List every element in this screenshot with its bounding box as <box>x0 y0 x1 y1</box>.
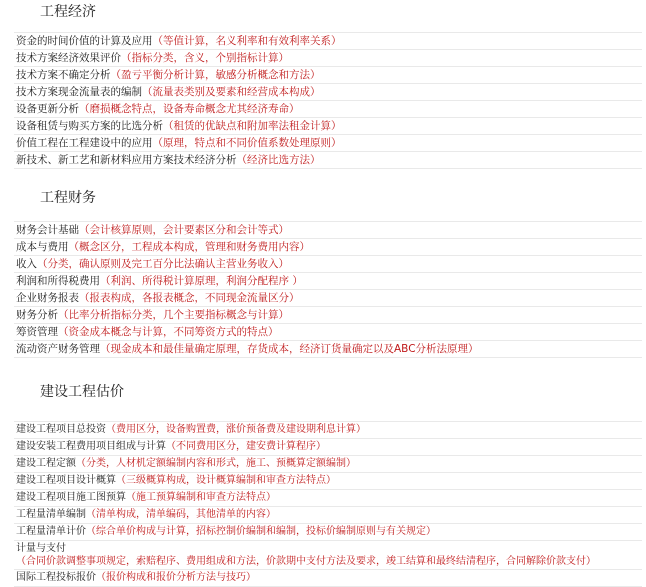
list-item <box>14 32 642 50</box>
list-item <box>14 570 642 587</box>
list-item <box>14 290 642 307</box>
item-label: 收入 <box>16 258 37 270</box>
engineering-economics-list <box>14 32 642 169</box>
list-item <box>14 456 642 473</box>
item-detail: （盈亏平衡分析计算，敏感分析概念和方法） <box>110 69 321 81</box>
item-detail: （清单构成，清单编码，其他清单的内容） <box>86 509 276 520</box>
list-item <box>14 67 642 84</box>
item-label: 流动资产财务管理 <box>16 343 100 355</box>
list-item <box>14 541 642 570</box>
item-label: 国际工程投标报价 <box>16 572 96 583</box>
item-detail: （综合单价构成与计算，招标控制价编制和编制，投标价编制原则与有关规定） <box>86 526 436 537</box>
list-item <box>14 307 642 324</box>
item-detail: （施工预算编制和审查方法特点） <box>126 492 276 503</box>
item-label: 技术方案不确定分析 <box>16 69 111 81</box>
item-label: 资金的时间价值的计算及应用 <box>16 35 153 47</box>
item-detail: （等值计算，名义利率和有效利率关系） <box>152 35 342 47</box>
list-item <box>14 273 642 290</box>
item-label: 建设工程项目施工图预算 <box>16 492 126 503</box>
item-detail: （报价构成和报价分析方法与技巧） <box>96 572 256 583</box>
item-label: 设备更新分析 <box>16 103 79 115</box>
item-detail: （合同价款调整事项规定，索赔程序、费用组成和方法，价款期中支付方法及要求，竣工结算和最终结清程序，合同解除价款支付） <box>16 556 596 567</box>
item-detail: （比率分析指标分类，几个主要指标概念与计算） <box>58 309 289 321</box>
list-item <box>14 490 642 507</box>
list-item <box>14 239 642 256</box>
item-label: 工程量清单计价 <box>16 526 86 537</box>
list-item <box>14 256 642 273</box>
item-label: 财务会计基础 <box>16 224 79 236</box>
item-label: 建设工程项目设计概算 <box>16 475 116 486</box>
item-detail: （概念区分，工程成本构成，管理和财务费用内容） <box>68 241 310 253</box>
list-item <box>14 152 642 169</box>
list-item <box>14 101 642 118</box>
item-detail: （费用区分，设备购置费，涨价预备费及建设期利息计算） <box>106 424 366 435</box>
list-item <box>14 221 642 239</box>
item-detail: （报表构成，各报表概念，不同现金流量区分） <box>79 292 300 304</box>
list-item <box>14 507 642 524</box>
item-detail: （分类，人材机定额编制内容和形式，施工、预概算定额编制） <box>76 458 356 469</box>
item-label: 技术方案经济效果评价 <box>16 52 121 64</box>
item-label: 设备租赁与购买方案的比选分析 <box>16 120 163 132</box>
item-detail: （资金成本概念与计算，不同筹资方式的特点） <box>58 326 279 338</box>
section-title-construction-cost-estimation: 建设工程估价 <box>40 384 124 400</box>
item-detail: （现金成本和最佳量确定原理，存货成本，经济订货量确定以及ABC分析法原理） <box>100 343 479 355</box>
section-title-engineering-finance: 工程财务 <box>40 190 96 206</box>
list-item <box>14 324 642 341</box>
item-label: 建设工程项目总投资 <box>16 424 106 435</box>
section-title-engineering-economics: 工程经济 <box>40 4 96 20</box>
list-item <box>14 341 642 358</box>
list-item <box>14 473 642 490</box>
list-item <box>14 421 642 439</box>
list-item <box>14 135 642 152</box>
construction-cost-estimation-list <box>14 421 642 587</box>
item-label: 建设安装工程费用项目组成与计算 <box>16 441 166 452</box>
item-detail: （不同费用区分，建安费计算程序） <box>166 441 326 452</box>
item-detail: （分类，确认原则及完工百分比法确认主营业务收入） <box>37 258 289 270</box>
engineering-finance-list <box>14 221 642 358</box>
item-detail: （经济比选方法） <box>236 154 321 166</box>
item-detail: （利润、所得税计算原理，利润分配程序 ） <box>100 275 303 287</box>
item-label: 成本与费用 <box>16 241 69 253</box>
list-item <box>14 50 642 67</box>
item-detail: （三级概算构成，设计概算编制和审查方法特点） <box>116 475 336 486</box>
item-detail: （会计核算原则，会计要素区分和会计等式） <box>79 224 289 236</box>
item-label: 工程量清单编制 <box>16 509 86 520</box>
item-label: 新技术、新工艺和新材料应用方案技术经济分析 <box>16 154 237 166</box>
item-label: 计量与支付 <box>16 543 66 554</box>
item-label: 价值工程在工程建设中的应用 <box>16 137 153 149</box>
item-label: 筹资管理 <box>16 326 58 338</box>
item-label: 企业财务报表 <box>16 292 79 304</box>
item-detail: （指标分类，含义，个别指标计算） <box>121 52 289 64</box>
item-label: 建设工程定额 <box>16 458 76 469</box>
item-detail: （磨损概念特点，设备寿命概念尤其经济寿命） <box>79 103 300 115</box>
list-item <box>14 524 642 541</box>
list-item <box>14 439 642 456</box>
item-label: 利润和所得税费用 <box>16 275 100 287</box>
item-detail: （原理，特点和不同价值系数处理原则） <box>152 137 342 149</box>
item-label: 技术方案现金流量表的编制 <box>16 86 142 98</box>
item-detail: （租赁的优缺点和附加率法租金计算） <box>163 120 342 132</box>
item-detail: （流量表类别及要素和经营成本构成） <box>142 86 321 98</box>
list-item <box>14 84 642 101</box>
item-label: 财务分析 <box>16 309 58 321</box>
list-item <box>14 118 642 135</box>
